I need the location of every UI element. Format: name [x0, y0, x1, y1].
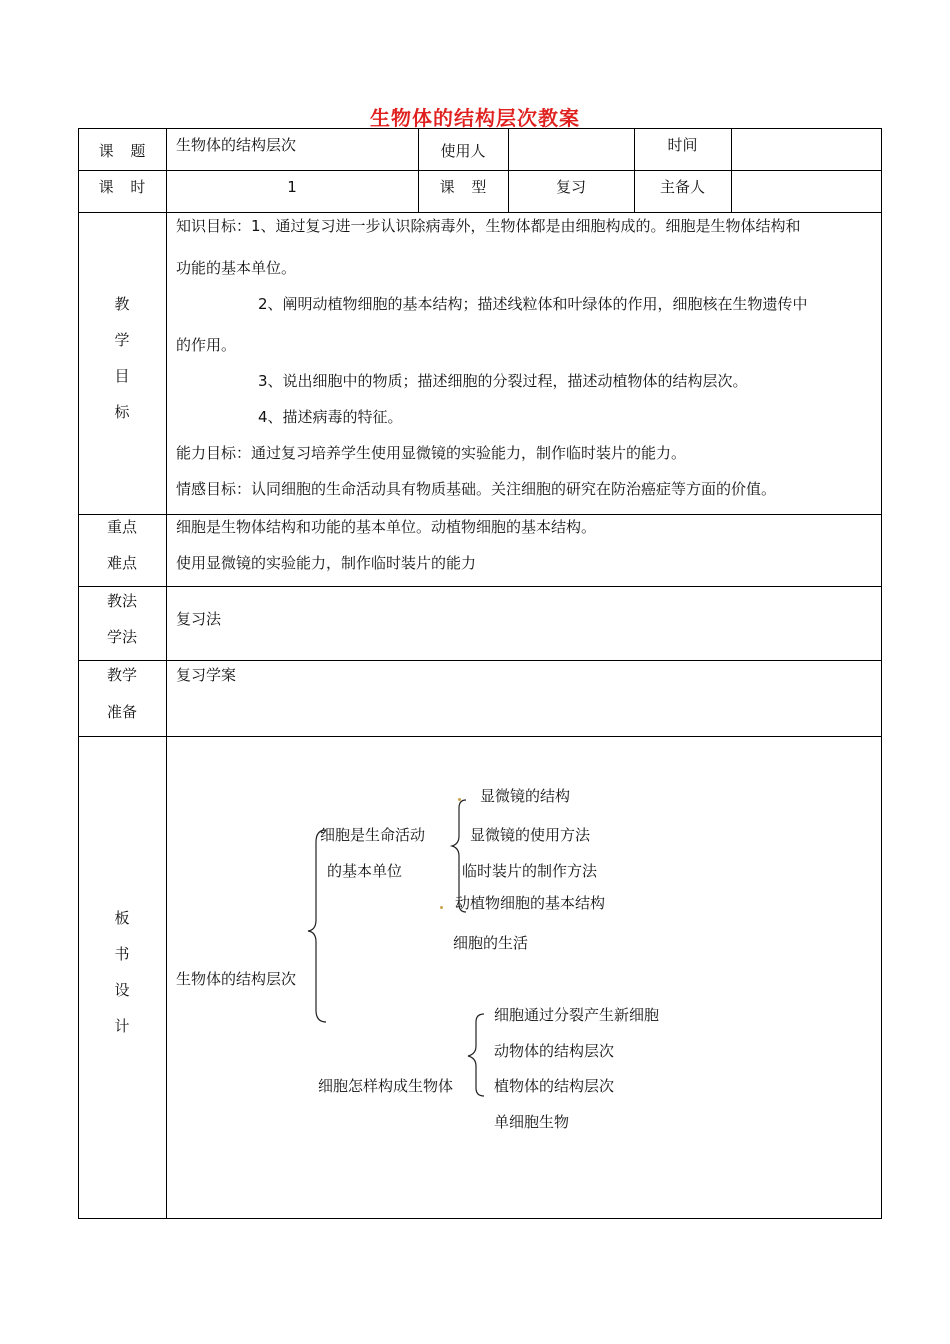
- goal-line-3: 2、阐明动植物细胞的基本结构；描述线粒体和叶绿体的作用，细胞核在生物遗传中: [258, 295, 808, 313]
- branch2-item: 单细胞生物: [494, 1113, 570, 1131]
- preparation-value: 复习学案: [176, 666, 237, 684]
- goal-line-6: 4、描述病毒的特征。: [258, 408, 403, 426]
- type-value: 复习: [555, 178, 586, 196]
- preparation-label-2: 准备: [106, 703, 137, 721]
- keypoints-line-2: 使用显微镜的实验能力，制作临时装片的能力: [176, 554, 477, 572]
- board-label-char-4: 计: [114, 1017, 130, 1035]
- methods-label-1: 教法: [106, 592, 137, 610]
- board-label-char-1: 板: [114, 909, 130, 927]
- user-label: 使用人: [440, 142, 486, 160]
- methods-value: 复习法: [176, 610, 222, 628]
- goal-line-7: 能力目标：通过复习培养学生使用显微镜的实验能力，制作临时装片的能力。: [176, 444, 687, 462]
- branch1-title-line-2: 的基本单位: [327, 862, 403, 880]
- branch2-title: 细胞怎样构成生物体: [318, 1077, 454, 1095]
- topic-label: 课 题: [98, 142, 146, 160]
- methods-label-2: 学法: [106, 628, 137, 646]
- preparation-label-1: 教学: [106, 666, 137, 684]
- topic-value: 生物体的结构层次: [176, 136, 297, 154]
- branch2-item: 细胞通过分裂产生新细胞: [494, 1006, 660, 1024]
- branch2-brace: [468, 1014, 484, 1096]
- branch1-item: 临时装片的制作方法: [462, 862, 598, 880]
- branch1-item: 显微镜的使用方法: [470, 826, 591, 844]
- goal-line-2: 功能的基本单位。: [176, 259, 297, 277]
- board-label-char-3: 设: [114, 981, 130, 999]
- branch1-item: 动植物细胞的基本结构: [455, 894, 606, 912]
- goal-line-5: 3、说出细胞中的物质；描述细胞的分裂过程，描述动植物体的结构层次。: [258, 372, 748, 390]
- main-brace: [308, 830, 326, 1022]
- keypoints-label-2: 难点: [106, 554, 137, 572]
- time-label: 时间: [667, 136, 698, 154]
- goal-line-1: 知识目标：1、通过复习进一步认识除病毒外，生物体都是由细胞构成的。细胞是生物体结构和: [176, 217, 801, 235]
- goals-label-char-2: 学: [114, 331, 130, 349]
- branch1-item: 细胞的生活: [453, 934, 529, 952]
- branch1-title-line-1: 细胞是生命活动: [320, 826, 426, 844]
- keypoints-line-1: 细胞是生物体结构和功能的基本单位。动植物细胞的基本结构。: [176, 518, 597, 536]
- branch2-item: 动物体的结构层次: [494, 1042, 615, 1060]
- preparer-label: 主备人: [659, 178, 705, 196]
- goals-label-char-1: 教: [114, 295, 130, 313]
- goals-label-char-4: 标: [114, 403, 130, 421]
- goal-line-4: 的作用。: [176, 336, 237, 354]
- branch1-item: 显微镜的结构: [480, 787, 571, 805]
- decorative-dot: [440, 906, 443, 909]
- board-root: 生物体的结构层次: [176, 970, 297, 988]
- period-label: 课 时: [98, 178, 146, 196]
- board-label-char-2: 书: [114, 945, 130, 963]
- branch2-item: 植物体的结构层次: [494, 1077, 615, 1095]
- type-label: 课 型: [439, 178, 487, 196]
- period-value: 1: [287, 178, 297, 196]
- decorative-dot: [458, 798, 461, 801]
- goal-line-8: 情感目标：认同细胞的生命活动具有物质基础。关注细胞的研究在防治癌症等方面的价值。: [176, 480, 777, 498]
- document-title: 生物体的结构层次教案: [370, 106, 580, 130]
- keypoints-label-1: 重点: [106, 518, 137, 536]
- goals-label-char-3: 目: [114, 367, 130, 385]
